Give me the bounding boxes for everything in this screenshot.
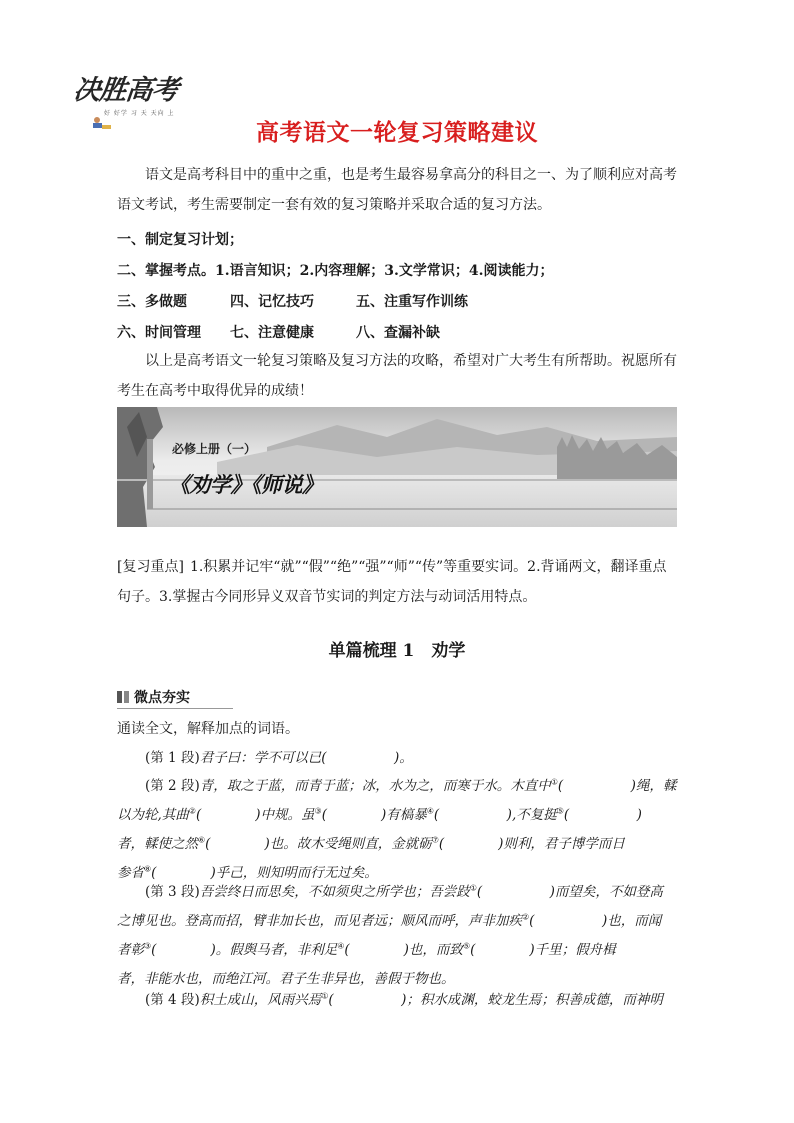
landscape-background (117, 407, 677, 527)
exercise-text: 君子曰：学不可以已( )。 (199, 750, 413, 766)
instruction: 通读全文，解释加点的词语。 (117, 721, 299, 737)
micro-title-text: 微点夯实 (134, 690, 190, 706)
exercise-tag: (第 2 段) (145, 778, 200, 794)
plan-item-1: 一、制定复习计划； (117, 232, 243, 248)
review-label: [复习重点] (117, 559, 184, 575)
logo-tagline: 好 好学 习 天 天向 上 (104, 110, 175, 117)
exercise-p4: (第 4 段)积土成山，风雨兴焉①( )；积水成渊，蛟龙生焉；积善成德，而神明 (145, 991, 663, 1008)
exercise-p3: (第 3 段)吾尝终日而思矣，不如须臾之所学也；吾尝跂①( )而望矣，不如登高 之博见也。登高而招，臂非加长也，而见者远；顺风而呼，声非加疾②( )也，而闻 者彰③( )。假舆马者，非利足④( )也，而致⑤( )千里；假舟楫 者，非能水也，而绝江河。君子生非异也，善假于物也。 (117, 883, 663, 987)
banner-subtitle: 必修上册（一） (172, 442, 257, 456)
lesson-banner (117, 407, 677, 527)
logo-text: 决胜高考 (72, 75, 180, 106)
banner-heading: 《劝学》《师说》 (169, 473, 323, 497)
micro-title-underline (117, 708, 233, 709)
section-marker-icon (117, 691, 131, 703)
closing-paragraph: 以上是高考语文一轮复习策略及复习方法的攻略，希望对广大考生有所帮助。祝愿所有考生在高考中取得优异的成绩！ (117, 353, 677, 399)
plan-row-3 (117, 291, 468, 311)
plan-item-5: 五、注重写作训练 (356, 294, 468, 310)
review-text: 1.积累并记牢“就”“假”“绝”“强”“师”“传”等重要实词。2.背诵两文，翻译重点句子。3.掌握古今同形异义双音节实词的判定方法与动词活用特点。 (117, 559, 667, 605)
review-points (117, 552, 677, 612)
page-title: 高考语文一轮复习策略建议 (256, 120, 538, 146)
intro-paragraph: 语文是高考科目中的重中之重，也是考生最容易拿高分的科目之一、为了顺利应对高考语文考试，考生需要制定一套有效的复习策略并采取合适的复习方法。 (117, 167, 677, 213)
plan-item-3: 三、多做题 (117, 294, 187, 310)
plan-item-2: 二、掌握考点。1.语言知识；2.内容理解；3.文学常识；4.阅读能力； (117, 263, 554, 279)
micro-title (117, 687, 190, 707)
plan-item-6: 六、时间管理 (117, 325, 201, 341)
plan-item-8: 八、查漏补缺 (356, 325, 440, 341)
plan-row-4 (117, 322, 440, 342)
exercise-p1 (117, 744, 677, 773)
exercise-p2: (第 2 段)青，取之于蓝，而青于蓝；冰，水为之，而寒于水。木直中①( )绳，輮 以为轮,其曲②( )中规。虽③( )有槁暴④( ),不复挺⑤( ) 者，輮使之然⑥( )也。故木受绳则直，金就砺⑦( )则利，君子博学而日 参省⑧( )乎己，则知明而行无过矣。 (117, 777, 677, 881)
plan-item-7: 七、注意健康 (230, 325, 314, 341)
plan-item-4: 四、记忆技巧 (230, 294, 314, 310)
exercise-tag: (第 4 段) (145, 992, 200, 1008)
exercise-tag: (第 3 段) (145, 884, 200, 900)
exercise-tag: (第 1 段) (145, 750, 200, 766)
section-title: 单篇梳理 1 劝学 (328, 641, 466, 661)
